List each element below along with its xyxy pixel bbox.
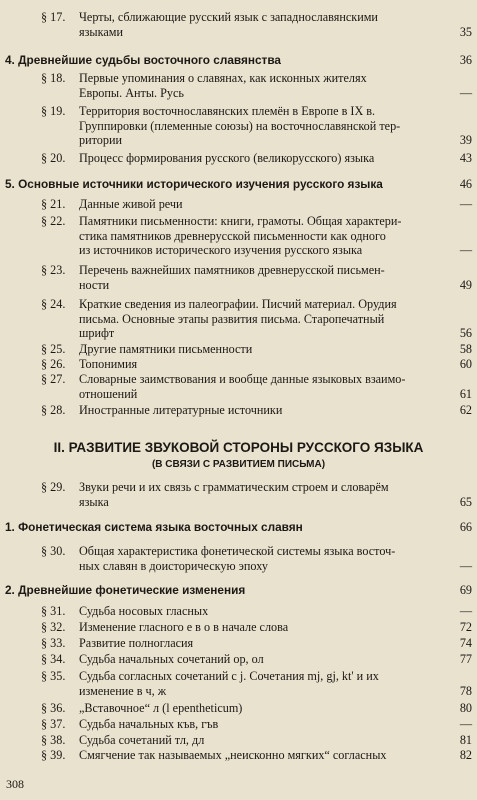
toc-entry-27 — [0, 372, 477, 402]
toc-entry-29 — [0, 480, 477, 510]
toc-entry-39 — [0, 748, 477, 763]
part-subtitle: (В СВЯЗИ С РАЗВИТИЕМ ПИСЬМА) — [151, 459, 326, 470]
page-ref: — — [459, 604, 472, 619]
entry-line: Судьба начальных сочетаний ор, ол — [79, 652, 264, 666]
section-number: § 17. — [41, 10, 66, 24]
entry-line: Черты, сближающие русский язык с западнославянскими — [79, 10, 378, 24]
toc-entry-25 — [0, 342, 477, 357]
chapter-title: 5. Основные источники исторического изучения русского языка — [5, 177, 383, 191]
section-number: § 25. — [41, 342, 66, 356]
entry-line: Территория восточнославянских племён в Европе в IX в. — [79, 104, 376, 118]
page-ref: — — [459, 197, 472, 212]
entry-line: отношений — [79, 386, 138, 401]
entry-line: Перечень важнейших памятников древнерусской письмен- — [79, 263, 385, 277]
toc-entry-18 — [0, 71, 477, 101]
entry-line: ных славян в доисторическую эпоху — [79, 558, 268, 573]
chapter-title: 4. Древнейшие судьбы восточного славянства — [5, 53, 281, 67]
entry-line: Судьба согласных сочетаний с j. Сочетания mj, gj, kt' и их — [79, 669, 379, 683]
toc-entry-33 — [0, 636, 477, 651]
toc-chapter-4 — [0, 53, 477, 68]
page-ref: 81 — [459, 733, 472, 748]
entry-line: изменение в ч, ж — [79, 683, 167, 698]
toc-chapter-1 — [0, 520, 477, 535]
entry-line: Развитие полногласия — [79, 636, 194, 650]
entry-line: Смягчение так называемых „неисконно мягких“ согласных — [79, 748, 387, 762]
page-ref: 39 — [459, 133, 472, 148]
section-number: § 21. — [41, 197, 66, 211]
page-ref: 72 — [459, 620, 472, 635]
page-ref: 49 — [459, 278, 472, 293]
section-number: § 27. — [41, 372, 66, 386]
page-ref: — — [459, 86, 472, 101]
entry-line: Другие памятники письменности — [79, 342, 253, 356]
entry-line: Звуки речи и их связь с грамматическим строем и словарём — [79, 480, 389, 494]
section-number: § 32. — [41, 620, 66, 634]
section-number: § 22. — [41, 214, 66, 228]
section-number: § 35. — [41, 669, 66, 683]
section-number: § 31. — [41, 604, 66, 618]
toc-entry-23 — [0, 263, 477, 293]
page-ref: 36 — [459, 53, 472, 68]
page-ref: 60 — [459, 357, 472, 372]
toc-entry-17 — [0, 10, 477, 40]
toc-entry-34 — [0, 652, 477, 667]
page-ref: 78 — [459, 684, 472, 699]
page-ref: 65 — [459, 495, 472, 510]
toc-entry-21 — [0, 197, 477, 212]
toc-entry-32 — [0, 620, 477, 635]
toc-entry-20 — [0, 151, 477, 166]
page-ref: 61 — [459, 387, 472, 402]
entry-line: ритории — [79, 133, 123, 148]
toc-entry-26 — [0, 357, 477, 372]
page-ref: 58 — [459, 342, 472, 357]
entry-line: Иностранные литературные источники — [79, 403, 283, 417]
section-number: § 18. — [41, 71, 66, 85]
part-title: II. РАЗВИТИЕ ЗВУКОВОЙ СТОРОНЫ РУССКОГО ЯЗЫКА — [53, 440, 424, 455]
entry-line: языка — [79, 494, 109, 509]
page-ref: — — [459, 559, 472, 574]
toc-entry-37 — [0, 717, 477, 732]
entry-line: из источников исторического изучения русского языка — [79, 243, 363, 258]
entry-line: Группировки (племенные союзы) на восточнославянской тер- — [79, 118, 401, 133]
chapter-title: 1. Фонетическая система языка восточных славян — [5, 520, 303, 534]
toc-entry-22 — [0, 214, 477, 258]
section-number: § 39. — [41, 748, 66, 762]
entry-line: языками — [79, 24, 123, 39]
entry-line: Данные живой речи — [79, 197, 183, 211]
page-ref: 46 — [459, 177, 472, 192]
chapter-title: 2. Древнейшие фонетические изменения — [5, 583, 246, 597]
page-ref: 35 — [459, 25, 472, 40]
entry-line: Памятники письменности: книги, грамоты. Общая характери- — [79, 214, 402, 228]
page-ref: 56 — [459, 326, 472, 341]
entry-line: Судьба носовых гласных — [79, 604, 209, 618]
page-ref: 82 — [459, 748, 472, 763]
section-number: § 38. — [41, 733, 66, 747]
entry-line: ности — [79, 277, 110, 292]
toc-chapter-2 — [0, 583, 477, 598]
entry-line: Первые упоминания о славянах, как исконных жителях — [79, 71, 367, 85]
entry-line: Судьба начальных къв, гъв — [79, 717, 219, 731]
entry-line: стика памятников древнерусской письменности как одного — [79, 228, 386, 243]
toc-entry-35 — [0, 669, 477, 699]
section-number: § 26. — [41, 357, 66, 371]
entry-line: Изменение гласного е в о в начале слова — [79, 620, 289, 634]
section-number: § 28. — [41, 403, 66, 417]
toc-entry-36 — [0, 701, 477, 716]
entry-line: Судьба сочетаний тл, дл — [79, 733, 205, 747]
toc-entry-38 — [0, 733, 477, 748]
page-ref: 66 — [459, 520, 472, 535]
section-number: § 36. — [41, 701, 66, 715]
toc-entry-24 — [0, 297, 477, 341]
page-ref: 77 — [459, 652, 472, 667]
entry-line: Европы. Анты. Русь — [79, 85, 184, 100]
section-number: § 24. — [41, 297, 66, 311]
section-number: § 30. — [41, 544, 66, 558]
page-ref: 74 — [459, 636, 472, 651]
entry-line: Процесс формирования русского (великорусского) языка — [79, 151, 375, 165]
entry-line: „Вставочное“ л (l epentheticum) — [79, 701, 243, 715]
toc-entry-28 — [0, 403, 477, 418]
entry-line: Топонимия — [79, 357, 138, 371]
entry-line: Краткие сведения из палеографии. Писчий материал. Орудия — [79, 297, 397, 311]
entry-line: письма. Основные этапы развития письма. Старопечатный — [79, 311, 385, 326]
toc-entry-19 — [0, 104, 477, 148]
section-number: § 23. — [41, 263, 66, 277]
section-number: § 20. — [41, 151, 66, 165]
section-number: § 33. — [41, 636, 66, 650]
entry-line: шрифт — [79, 326, 115, 341]
page-ref: — — [459, 243, 472, 258]
page-ref: 69 — [459, 583, 472, 598]
section-number: § 19. — [41, 104, 66, 118]
section-number: § 29. — [41, 480, 66, 494]
section-number: § 37. — [41, 717, 66, 731]
page-number: 308 — [6, 777, 24, 791]
toc-chapter-5 — [0, 177, 477, 192]
page-ref: 62 — [459, 403, 472, 418]
toc-entry-31 — [0, 604, 477, 619]
page-ref: — — [459, 717, 472, 732]
entry-line: Общая характеристика фонетической системы языка восточ- — [79, 544, 396, 558]
toc-entry-30 — [0, 544, 477, 574]
page-ref: 43 — [459, 151, 472, 166]
entry-line: Словарные заимствования и вообще данные языковых взаимо- — [79, 372, 406, 386]
page-ref: 80 — [459, 701, 472, 716]
section-number: § 34. — [41, 652, 66, 666]
